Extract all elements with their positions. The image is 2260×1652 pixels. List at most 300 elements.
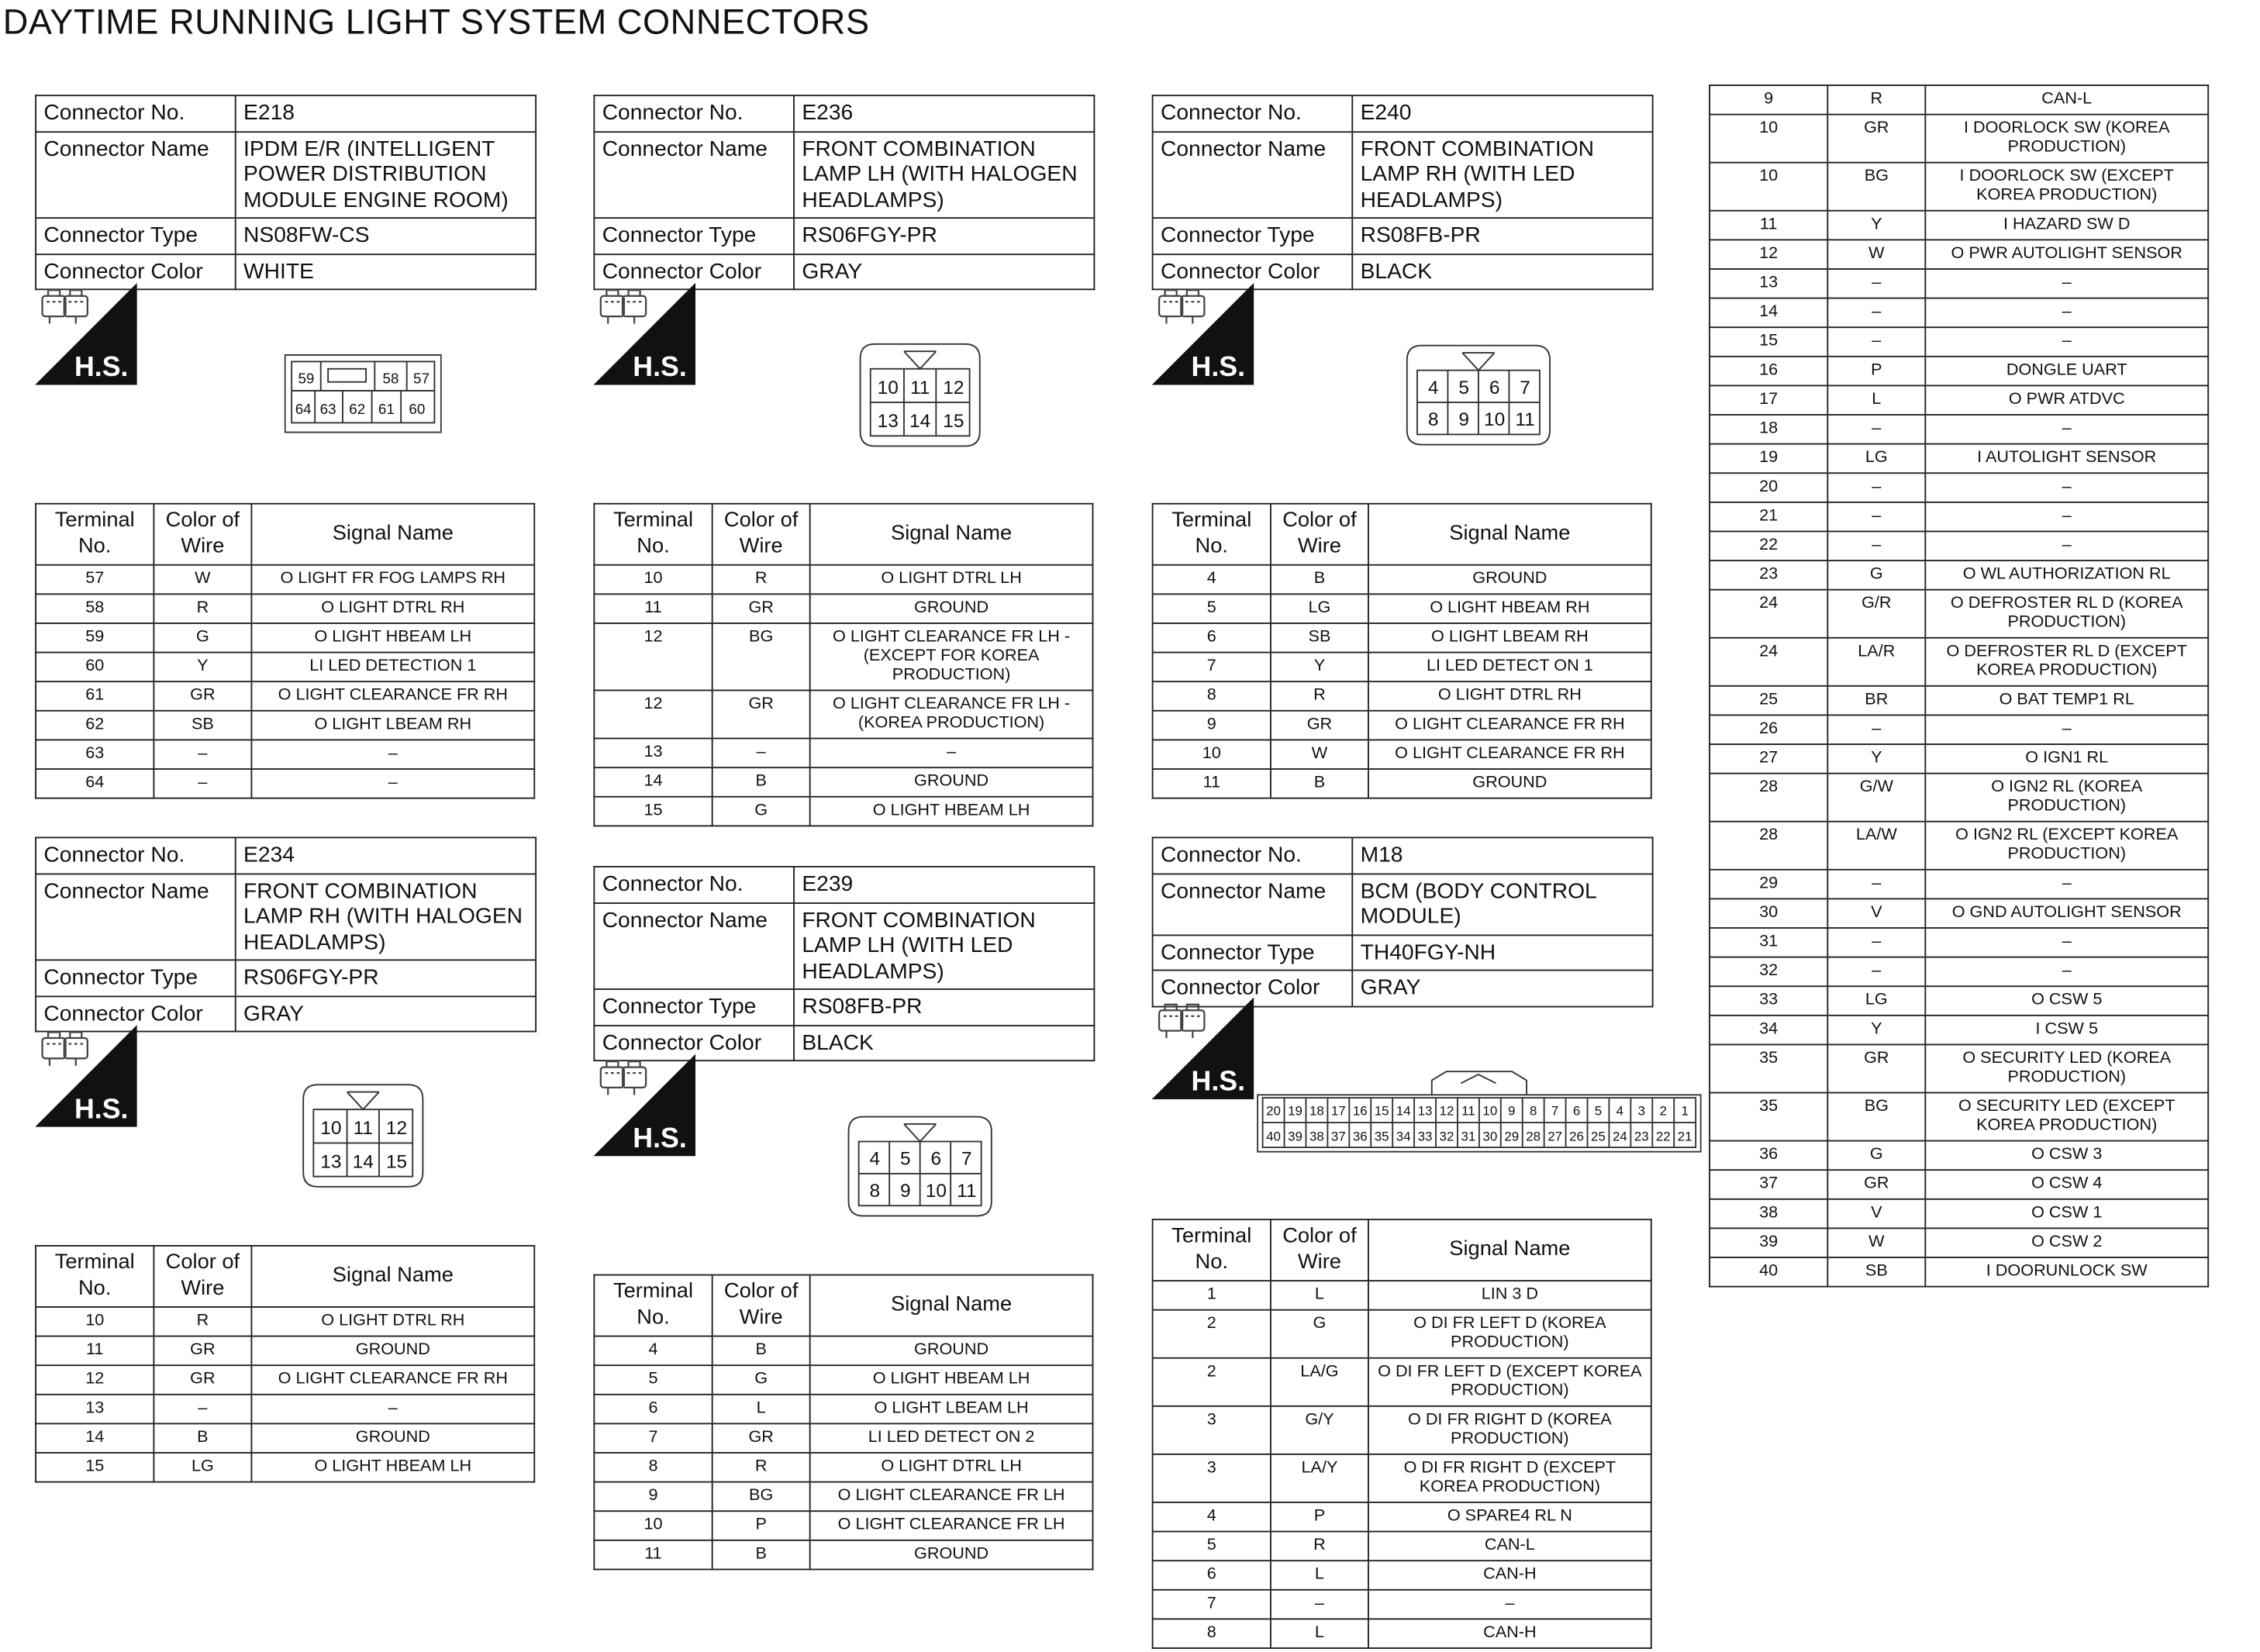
pin-label: 19 [1288, 1103, 1303, 1119]
terminal-no-cell: 59 [36, 623, 154, 653]
wire-color-cell: B [1271, 769, 1368, 798]
signal-name-cell: O LIGHT DTRL LH [810, 565, 1093, 595]
pin-label: 10 [925, 1180, 947, 1202]
connector-name-value: FRONT COMBINATION LAMP RH (WITH HALOGEN HEADLAMPS) [236, 873, 536, 960]
terminal-no-cell: 2 [1153, 1358, 1271, 1406]
table-row [594, 690, 1092, 738]
pin-label: 59 [298, 370, 315, 387]
terminal-no-cell: 13 [1710, 269, 1827, 298]
signal-name-cell: GROUND [810, 1540, 1093, 1570]
terminal-no-cell: 39 [1710, 1228, 1827, 1257]
signal-name-cell: – [1925, 269, 2208, 298]
signal-name-cell: CAN-H [1368, 1619, 1651, 1648]
table-row [1710, 298, 2208, 328]
connector-info-e240 [1152, 95, 1654, 290]
signal-name-cell: O LIGHT HBEAM LH [251, 1453, 534, 1482]
connector-no-value: E240 [1352, 95, 1652, 131]
connector-name-label: Connector Name [594, 131, 794, 218]
terminal-no-cell: 10 [594, 1511, 712, 1540]
hs-label: H.S. [1191, 351, 1246, 383]
table-row [1710, 870, 2208, 899]
signal-name-cell: O DI FR LEFT D (EXCEPT KOREA PRODUCTION) [1368, 1358, 1651, 1406]
wire-color-cell: G/R [1827, 590, 1925, 638]
pin-label: 11 [1515, 409, 1535, 431]
signal-name-cell: O IGN2 RL (KOREA PRODUCTION) [1925, 774, 2208, 822]
terminal-no-cell: 36 [1710, 1141, 1827, 1171]
signal-name-cell: LIN 3 D [1368, 1281, 1651, 1310]
pin-label: 61 [378, 401, 395, 418]
connector-color-value: BLACK [1352, 253, 1652, 289]
table-row [1153, 653, 1651, 682]
table-row [1153, 1619, 1651, 1648]
terminal-no-cell: 23 [1710, 560, 1827, 590]
terminal-no-cell: 61 [36, 681, 154, 711]
table-row [36, 653, 534, 682]
wire-color-cell: – [1827, 715, 1925, 744]
wire-color-cell: L [1271, 1281, 1368, 1310]
pin-label: 15 [1374, 1103, 1389, 1119]
wire-color-cell: – [1827, 327, 1925, 357]
pin-label: 26 [1569, 1129, 1584, 1144]
wire-color-cell: R [1827, 85, 1925, 115]
terminal-no-cell: 11 [1153, 769, 1271, 798]
table-row [1710, 415, 2208, 444]
table-row [1153, 594, 1651, 623]
wire-color-cell: – [154, 740, 251, 769]
signal-name-cell: O DI FR RIGHT D (KOREA PRODUCTION) [1368, 1406, 1651, 1454]
hs-label: H.S. [633, 351, 687, 383]
signal-name-cell: O SECURITY LED (EXCEPT KOREA PRODUCTION) [1925, 1093, 2208, 1141]
terminal-no-cell: 4 [1153, 565, 1271, 595]
pin-label: 12 [943, 377, 964, 398]
terminal-no-cell: 8 [1153, 681, 1271, 711]
connector-name-value: FRONT COMBINATION LAMP LH (WITH HALOGEN HEADLAMPS) [794, 131, 1094, 218]
pin-label: 60 [409, 401, 426, 418]
table-row [1710, 327, 2208, 357]
table-row [594, 739, 1092, 768]
table-row [36, 1365, 534, 1395]
signal-name-cell: O LIGHT CLEARANCE FR RH [1368, 711, 1651, 740]
signal-name-cell: O IGN2 RL (EXCEPT KOREA PRODUCTION) [1925, 822, 2208, 870]
signal-name-header: Signal Name [1368, 1219, 1651, 1281]
signal-name-cell: O LIGHT LBEAM LH [810, 1395, 1093, 1424]
terminal-no-cell: 15 [36, 1453, 154, 1482]
terminal-no-cell: 6 [1153, 1561, 1271, 1590]
connector-info-m18 [1152, 836, 1654, 1006]
pin-label: 12 [1439, 1103, 1454, 1119]
table-row [1710, 1093, 2208, 1141]
wire-color-cell: LA/Y [1271, 1454, 1368, 1502]
terminal-no-cell: 17 [1710, 385, 1827, 415]
table-row [1153, 1281, 1651, 1310]
signal-name-cell: – [1925, 298, 2208, 328]
signal-name-cell: O CSW 2 [1925, 1228, 2208, 1257]
terminal-no-cell: 26 [1710, 715, 1827, 744]
terminal-no-cell: 9 [1710, 85, 1827, 115]
table-row [1153, 1561, 1651, 1590]
signal-name-cell: O LIGHT CLEARANCE FR RH [251, 1365, 534, 1395]
table-row [1710, 211, 2208, 240]
pin-label: 13 [877, 411, 899, 433]
connector-no-label: Connector No. [594, 95, 794, 131]
signal-name-header: Signal Name [251, 504, 534, 565]
terminal-no-cell: 10 [36, 1307, 154, 1336]
wire-color-cell: GR [1271, 711, 1368, 740]
wire-color-cell: R [1271, 681, 1368, 711]
table-row [594, 1395, 1092, 1424]
connector-face-e234 [300, 1083, 426, 1195]
page-title: DAYTIME RUNNING LIGHT SYSTEM CONNECTORS [2, 2, 870, 43]
connector-type-label: Connector Type [36, 960, 236, 995]
signal-name-cell: I HAZARD SW D [1925, 211, 2208, 240]
pin-label: 11 [1461, 1103, 1475, 1119]
harness-side-icon [35, 1025, 137, 1127]
signal-name-cell: I AUTOLIGHT SENSOR [1925, 444, 2208, 474]
signal-name-cell: O DI FR LEFT D (KOREA PRODUCTION) [1368, 1310, 1651, 1358]
terminal-no-cell: 64 [36, 769, 154, 798]
terminal-no-cell: 10 [594, 565, 712, 595]
wire-color-cell: G/W [1827, 774, 1925, 822]
signal-name-cell: O BAT TEMP1 RL [1925, 686, 2208, 716]
connector-color-label: Connector Color [594, 253, 794, 289]
connector-face-e218 [285, 354, 442, 440]
pin-label: 8 [1529, 1103, 1537, 1119]
signal-name-cell: O LIGHT DTRL RH [251, 594, 534, 623]
wire-color-cell: GR [1827, 115, 1925, 163]
connector-color-label: Connector Color [594, 1025, 794, 1061]
signal-name-cell: O PWR AUTOLIGHT SENSOR [1925, 240, 2208, 269]
pin-label: 4 [1427, 377, 1439, 398]
pin-label: 10 [1482, 1103, 1498, 1119]
terminal-table-e236 [593, 503, 1093, 826]
wire-color-cell: GR [713, 1423, 810, 1453]
wire-color-cell: – [713, 739, 810, 768]
signal-name-cell: O DEFROSTER RL D (EXCEPT KOREA PRODUCTION) [1925, 638, 2208, 686]
signal-name-cell: – [810, 739, 1093, 768]
signal-name-cell: O LIGHT HBEAM LH [251, 623, 534, 653]
wire-color-cell: LA/G [1271, 1358, 1368, 1406]
pin-label: 10 [1484, 409, 1506, 431]
terminal-no-cell: 60 [36, 653, 154, 682]
signal-name-cell: O CSW 1 [1925, 1199, 2208, 1229]
table-row [1710, 1199, 2208, 1229]
terminal-no-header: Terminal No. [594, 504, 712, 565]
harness-side-icon [35, 283, 137, 385]
table-row [594, 565, 1092, 595]
table-row [1710, 531, 2208, 560]
signal-name-cell: I DOORUNLOCK SW [1925, 1257, 2208, 1287]
signal-name-cell: O LIGHT CLEARANCE FR LH [810, 1511, 1093, 1540]
terminal-no-cell: 4 [594, 1336, 712, 1366]
terminal-table-e218 [35, 503, 535, 799]
terminal-no-header: Terminal No. [36, 1246, 154, 1307]
connector-face-m18 [1257, 1068, 1702, 1160]
wire-color-cell: – [1827, 531, 1925, 560]
connector-color-label: Connector Color [1153, 253, 1353, 289]
pin-label: 6 [1489, 377, 1500, 398]
terminal-no-cell: 9 [1153, 711, 1271, 740]
wire-color-cell: GR [713, 690, 810, 738]
wire-color-cell: – [1827, 298, 1925, 328]
signal-name-cell: O LIGHT LBEAM RH [1368, 623, 1651, 653]
terminal-no-cell: 7 [594, 1423, 712, 1453]
table-row [1710, 1228, 2208, 1257]
terminal-no-cell: 10 [1153, 740, 1271, 769]
pin-label: 5 [1458, 377, 1469, 398]
pin-label: 27 [1547, 1129, 1563, 1144]
signal-name-cell: I DOORLOCK SW (KOREA PRODUCTION) [1925, 115, 2208, 163]
table-row [1153, 740, 1651, 769]
table-row [1710, 385, 2208, 415]
wire-color-cell: P [1271, 1502, 1368, 1532]
terminal-no-cell: 21 [1710, 502, 1827, 532]
table-row [1153, 1358, 1651, 1406]
wire-color-cell: L [1827, 385, 1925, 415]
signal-name-cell: O CSW 3 [1925, 1141, 2208, 1171]
wire-color-cell: LG [1827, 444, 1925, 474]
terminal-table-m18-part1 [1152, 1219, 1652, 1649]
signal-name-cell: O CSW 5 [1925, 986, 2208, 1016]
signal-name-cell: GROUND [810, 767, 1093, 797]
wire-color-cell: G [1827, 560, 1925, 590]
terminal-no-header: Terminal No. [36, 504, 154, 565]
terminal-table-m18-part2 [1709, 84, 2209, 1287]
terminal-no-cell: 25 [1710, 686, 1827, 716]
table-row [1710, 774, 2208, 822]
pin-label: 6 [930, 1148, 942, 1170]
terminal-no-cell: 12 [594, 690, 712, 738]
signal-name-cell: – [1925, 928, 2208, 957]
terminal-no-cell: 5 [594, 1365, 712, 1395]
table-row [1710, 928, 2208, 957]
connector-color-label: Connector Color [1153, 971, 1353, 1006]
connector-color-value: GRAY [794, 253, 1094, 289]
pin-label: 9 [1458, 409, 1469, 431]
signal-name-cell: O CSW 4 [1925, 1170, 2208, 1199]
harness-side-icon [1152, 997, 1254, 1099]
signal-name-cell: I DOORLOCK SW (EXCEPT KOREA PRODUCTION) [1925, 163, 2208, 211]
terminal-no-cell: 6 [594, 1395, 712, 1424]
terminal-no-cell: 8 [1153, 1619, 1271, 1648]
signal-name-cell: O LIGHT HBEAM RH [1368, 594, 1651, 623]
signal-name-cell: O SPARE4 RL N [1368, 1502, 1651, 1532]
table-row [36, 681, 534, 711]
wire-color-cell: B [713, 767, 810, 797]
pin-label: 17 [1330, 1103, 1346, 1119]
signal-name-cell: O WL AUTHORIZATION RL [1925, 560, 2208, 590]
wire-color-cell: – [1827, 502, 1925, 532]
connector-name-label: Connector Name [1153, 873, 1353, 934]
table-row [1710, 502, 2208, 532]
connector-name-label: Connector Name [36, 873, 236, 960]
table-row [1710, 269, 2208, 298]
pin-label: 16 [1352, 1103, 1368, 1119]
connector-name-label: Connector Name [594, 902, 794, 989]
wire-color-cell: GR [1827, 1044, 1925, 1092]
connector-name-value: FRONT COMBINATION LAMP RH (WITH LED HEADLAMPS) [1352, 131, 1652, 218]
wire-color-cell: P [713, 1511, 810, 1540]
terminal-no-cell: 63 [36, 740, 154, 769]
terminal-no-cell: 24 [1710, 638, 1827, 686]
pin-label: 8 [1427, 409, 1439, 431]
pin-label: 5 [900, 1148, 911, 1170]
wire-color-cell: G/Y [1271, 1406, 1368, 1454]
table-row [1710, 560, 2208, 590]
wire-color-cell: – [154, 769, 251, 798]
wire-color-cell: – [1827, 957, 1925, 987]
wire-color-cell: W [154, 565, 251, 595]
pin-label: 4 [1616, 1103, 1624, 1119]
wire-color-cell: L [1271, 1619, 1368, 1648]
wire-color-cell: Y [1827, 211, 1925, 240]
wire-color-cell: GR [713, 594, 810, 623]
pin-label: 9 [1508, 1103, 1516, 1119]
terminal-no-cell: 10 [1710, 163, 1827, 211]
pin-label: 11 [909, 377, 930, 398]
table-row [1153, 1590, 1651, 1619]
pin-label: 29 [1504, 1129, 1520, 1144]
terminal-no-cell: 11 [594, 1540, 712, 1570]
wire-color-cell: W [1271, 740, 1368, 769]
signal-name-cell: GROUND [1368, 769, 1651, 798]
connector-type-value: RS08FB-PR [1352, 218, 1652, 253]
signal-name-cell: CAN-H [1368, 1561, 1651, 1590]
terminal-no-cell: 30 [1710, 898, 1827, 928]
harness-side-icon [1152, 283, 1254, 385]
table-row [1153, 681, 1651, 711]
pin-label: 37 [1330, 1129, 1346, 1144]
connector-color-value: WHITE [236, 253, 536, 289]
pin-label: 28 [1526, 1129, 1541, 1144]
signal-name-cell: – [1925, 531, 2208, 560]
signal-name-cell: CAN-L [1925, 85, 2208, 115]
table-row [594, 1365, 1092, 1395]
signal-name-header: Signal Name [1368, 504, 1651, 565]
table-row [1153, 1532, 1651, 1561]
terminal-no-cell: 14 [594, 767, 712, 797]
wire-color-cell: Y [1827, 744, 1925, 774]
signal-name-cell: O DEFROSTER RL D (KOREA PRODUCTION) [1925, 590, 2208, 638]
wire-color-cell: P [1827, 357, 1925, 386]
connector-type-label: Connector Type [594, 218, 794, 253]
terminal-no-cell: 62 [36, 711, 154, 740]
connector-color-label: Connector Color [36, 995, 236, 1031]
pin-label: 62 [349, 401, 366, 418]
connector-type-value: RS08FB-PR [794, 989, 1094, 1025]
wire-color-cell: BG [1827, 163, 1925, 211]
signal-name-cell: GROUND [251, 1423, 534, 1453]
signal-name-cell: – [1925, 502, 2208, 532]
signal-name-cell: GROUND [251, 1336, 534, 1366]
table-row [36, 623, 534, 653]
wire-color-cell: R [154, 1307, 251, 1336]
connector-face-e240 [1404, 344, 1553, 454]
table-row [594, 623, 1092, 691]
connector-no-label: Connector No. [36, 95, 236, 131]
connector-info-e234 [35, 836, 537, 1032]
terminal-no-cell: 8 [594, 1453, 712, 1482]
table-row [36, 1336, 534, 1366]
connector-face-e236 [857, 343, 983, 455]
wire-color-cell: LG [154, 1453, 251, 1482]
connector-info-e218 [35, 95, 537, 290]
table-row [1153, 1502, 1651, 1532]
terminal-no-header: Terminal No. [594, 1275, 712, 1336]
terminal-no-cell: 34 [1710, 1016, 1827, 1045]
hs-label: H.S. [74, 351, 129, 383]
signal-name-cell: O LIGHT DTRL LH [810, 1453, 1093, 1482]
pin-label: 2 [1659, 1103, 1667, 1119]
terminal-no-cell: 4 [1153, 1502, 1271, 1532]
wire-color-cell: GR [154, 681, 251, 711]
wire-color-cell: GR [154, 1336, 251, 1366]
connector-info-e239 [593, 866, 1095, 1061]
table-row [1710, 357, 2208, 386]
signal-name-cell: – [251, 740, 534, 769]
connector-no-label: Connector No. [1153, 837, 1353, 873]
table-row [36, 594, 534, 623]
connector-type-label: Connector Type [594, 989, 794, 1025]
signal-name-cell: DONGLE UART [1925, 357, 2208, 386]
terminal-no-cell: 19 [1710, 444, 1827, 474]
pin-label: 39 [1288, 1129, 1303, 1144]
signal-name-cell: O LIGHT DTRL RH [1368, 681, 1651, 711]
connector-face-e239 [846, 1116, 995, 1225]
signal-name-cell: LI LED DETECTION 1 [251, 653, 534, 682]
table-row [1710, 822, 2208, 870]
table-row [594, 767, 1092, 797]
table-row [1710, 957, 2208, 987]
pin-label: 7 [1520, 377, 1530, 398]
wire-color-header: Color of Wire [713, 504, 810, 565]
pin-label: 58 [382, 370, 399, 387]
wire-color-cell: LA/W [1827, 822, 1925, 870]
wire-color-cell: – [1271, 1590, 1368, 1619]
connector-name-value: BCM (BODY CONTROL MODULE) [1352, 873, 1652, 934]
connector-type-label: Connector Type [36, 218, 236, 253]
table-row [1710, 1257, 2208, 1287]
harness-side-icon [593, 283, 695, 385]
pin-label: 7 [961, 1148, 972, 1170]
terminal-table-e234 [35, 1245, 535, 1483]
connector-color-value: GRAY [1352, 971, 1652, 1006]
signal-name-cell: O DI FR RIGHT D (EXCEPT KOREA PRODUCTION) [1368, 1454, 1651, 1502]
signal-name-cell: GROUND [810, 1336, 1093, 1366]
table-row [36, 1453, 534, 1482]
wire-color-cell: G [1827, 1141, 1925, 1171]
wire-color-header: Color of Wire [713, 1275, 810, 1336]
terminal-no-cell: 12 [36, 1365, 154, 1395]
terminal-no-cell: 27 [1710, 744, 1827, 774]
terminal-no-cell: 10 [1710, 115, 1827, 163]
signal-name-cell: O LIGHT HBEAM LH [810, 797, 1093, 826]
table-row [1710, 715, 2208, 744]
table-row [1710, 240, 2208, 269]
pin-label: 32 [1439, 1129, 1454, 1144]
wire-color-cell: R [154, 594, 251, 623]
wire-color-cell: BG [713, 1482, 810, 1512]
wire-color-cell: G [713, 1365, 810, 1395]
table-row [1710, 898, 2208, 928]
pin-label: 13 [320, 1151, 342, 1173]
table-row [1710, 1170, 2208, 1199]
terminal-table-e239 [593, 1274, 1093, 1571]
table-row [1153, 565, 1651, 595]
connector-no-value: E239 [794, 867, 1094, 902]
pin-label: 38 [1309, 1129, 1324, 1144]
pin-label: 5 [1594, 1103, 1603, 1119]
terminal-no-cell: 40 [1710, 1257, 1827, 1287]
